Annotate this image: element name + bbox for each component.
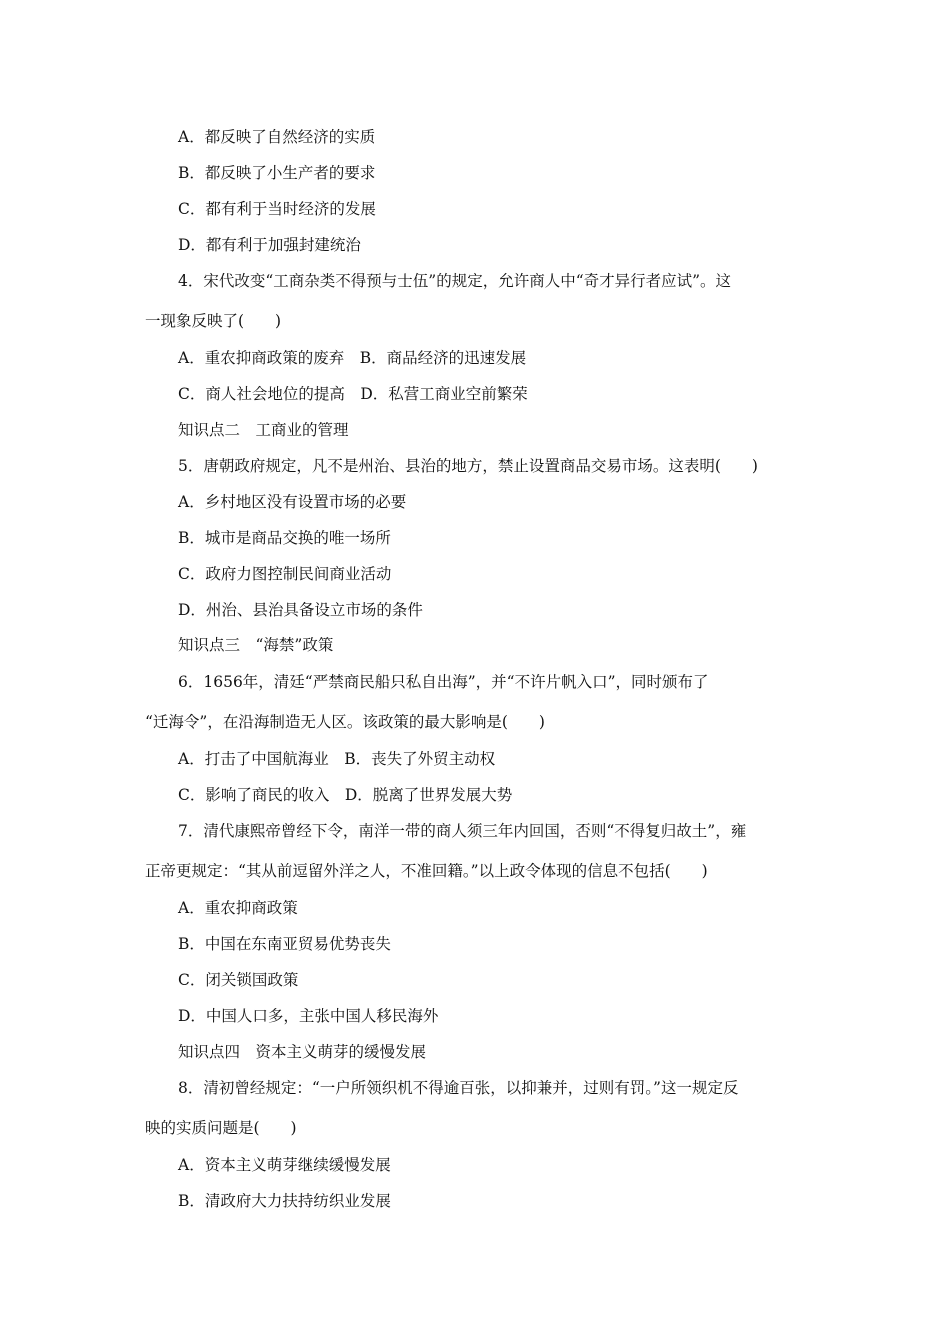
option-5a: A．乡村地区没有设置市场的必要 — [178, 493, 407, 511]
option-5d: D．州治、县治具备设立市场的条件 — [178, 601, 423, 619]
question-8: 8．清初曾经规定：“一户所领织机不得逾百张，以抑兼并，过则有罚。”这一规定反 — [178, 1079, 739, 1097]
option-7a: A．重农抑商政策 — [178, 899, 298, 917]
option-8a: A．资本主义萌芽继续缓慢发展 — [178, 1156, 391, 1174]
section-heading-2: 知识点二 工商业的管理 — [178, 421, 349, 439]
question-4: 4．宋代改变“工商杂类不得预与士伍”的规定，允许商人中“奇才异行者应试”。这 — [178, 272, 732, 290]
question-7-cont: 正帝更规定：“其从前逗留外洋之人，不准回籍。”以上政令体现的信息不包括( ) — [145, 862, 708, 880]
option-7c: C．闭关锁国政策 — [178, 971, 299, 989]
option-3a: A．都反映了自然经济的实质 — [178, 128, 376, 146]
option-8b: B．清政府大力扶持纺织业发展 — [178, 1192, 391, 1210]
option-7d: D．中国人口多，主张中国人移民海外 — [178, 1007, 439, 1025]
section-heading-4: 知识点四 资本主义萌芽的缓慢发展 — [178, 1043, 427, 1061]
option-3d: D．都有利于加强封建统治 — [178, 236, 361, 254]
question-6: 6．1656年，清廷“严禁商民船只私自出海”，并“不许片帆入口”，同时颁布了 — [178, 673, 709, 691]
option-4cd: C．商人社会地位的提高 D．私营工商业空前繁荣 — [178, 385, 528, 403]
option-6ab: A．打击了中国航海业 B．丧失了外贸主动权 — [178, 750, 496, 768]
option-6cd: C．影响了商民的收入 D．脱离了世界发展大势 — [178, 786, 513, 804]
option-3b: B．都反映了小生产者的要求 — [178, 164, 376, 182]
option-5b: B．城市是商品交换的唯一场所 — [178, 529, 391, 547]
option-5c: C．政府力图控制民间商业活动 — [178, 565, 392, 583]
option-4ab: A．重农抑商政策的废弃 B．商品经济的迅速发展 — [178, 349, 527, 367]
question-8-cont: 映的实质问题是( ) — [145, 1119, 297, 1137]
question-6-cont: “迁海令”，在沿海制造无人区。该政策的最大影响是( ) — [145, 713, 545, 731]
section-heading-3: 知识点三 “海禁”政策 — [178, 636, 334, 654]
question-4-cont: 一现象反映了( ) — [145, 312, 282, 330]
question-7: 7．清代康熙帝曾经下令，南洋一带的商人须三年内回国，否则“不得复归故土”，雍 — [178, 822, 747, 840]
option-7b: B．中国在东南亚贸易优势丧失 — [178, 935, 391, 953]
option-3c: C．都有利于当时经济的发展 — [178, 200, 376, 218]
question-5: 5．唐朝政府规定，凡不是州治、县治的地方，禁止设置商品交易市场。这表明( ) — [178, 457, 758, 475]
